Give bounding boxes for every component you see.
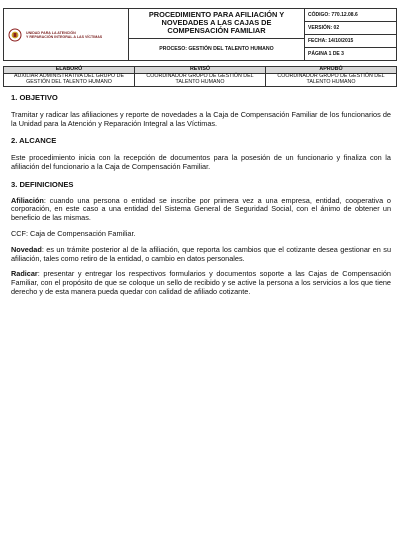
entity-logo xyxy=(4,26,128,44)
approval-value-reviso: COORDINADOR GRUPO DE GESTIÓN DEL TALENTO HUMANO xyxy=(135,73,266,86)
seal-icon xyxy=(8,28,22,42)
section-objetivo-text: Tramitar y radicar las afiliaciones y reporte de novedades a la Caja de Compensación Familiar de los funcionarios de la Unidad para la Atención y Reparación Integral a las Víctimas. xyxy=(11,109,391,128)
approval-value-aprobo: COORDINADOR GRUPO DE GESTIÓN DEL TALENTO HUMANO xyxy=(266,73,397,86)
section-alcance-title: 2. ALCANCE xyxy=(11,136,57,146)
page-number: PÁGINA 1 DE 3 xyxy=(305,48,397,61)
approval-header-reviso: REVISÓ xyxy=(135,67,266,74)
section-definiciones-title: 3. DEFINICIONES xyxy=(11,179,74,189)
definition-text: : presentar y entregar los respectivos formularios y documentos soporte a las Cajas de Compensación Familiar, con el propósito de que se coloque un sello de recibido y se active la persona a los servicios a los que tiene derecho y de esta manera pueda quedar con calidad de afiliado cotizante. xyxy=(11,269,391,296)
section-objetivo-title: 1. OBJETIVO xyxy=(11,93,58,102)
approval-table xyxy=(3,66,397,87)
definition-term: Novedad xyxy=(11,244,42,254)
document-code: CÓDIGO: 770.12.08.6 xyxy=(305,9,397,22)
entity-name xyxy=(26,31,102,39)
logo-cell xyxy=(4,9,129,61)
entity-line-2: Y REPARACIÓN INTEGRAL A LAS VÍCTIMAS xyxy=(26,34,103,39)
title-cell xyxy=(129,9,305,39)
definition-text: : cuando una persona o entidad se inscribe por primera vez a una empresa, entidad, cooperativa o corporación, en este caso a una entidad del Sistema General de Seguridad Social, con el ánimo de obtener un beneficio de las mismas. xyxy=(11,195,391,223)
document-version: VERSIÓN: 02 xyxy=(305,22,397,35)
section-alcance-text: Este procedimiento inicia con la recepción de documentos para la posesión de un funcionario y finaliza con la afiliación del funcionario a la Caja de Compensación Familiar. xyxy=(11,153,391,171)
document-title: PROCEDIMIENTO PARA AFILIACIÓN Y NOVEDADES A LAS CAJAS DE COMPENSACIÓN FAMILIAR xyxy=(148,10,285,36)
approval-value-elaboro: AUXILIAR ADMINISTRATIVA DEL GRUPO DE GESTIÓN DEL TALENTO HUMANO xyxy=(4,73,135,86)
approval-header-aprobo: APROBÓ xyxy=(266,67,397,74)
definition-ccf xyxy=(11,230,391,239)
definition-text: CCF: Caja de Compensación Familiar. xyxy=(11,228,136,238)
definition-radicar xyxy=(11,270,391,296)
definition-text: : es un trámite posterior al de la afiliación, que reporta los cambios que el cotizante desea gestionar en su afiliación, tales como retiro de la entidad, o cambio en datos personales. xyxy=(11,244,391,263)
definition-afiliacion xyxy=(11,197,391,223)
document-body xyxy=(11,94,391,297)
document-header xyxy=(3,8,397,61)
document-date: FECHA: 14/10/2015 xyxy=(305,35,397,48)
approval-header-elaboro: ELABORÓ xyxy=(4,67,135,74)
definition-term: Radicar xyxy=(11,269,38,279)
process-name: PROCESO: GESTIÓN DEL TALENTO HUMANO xyxy=(159,46,274,53)
entity-line-1: UNIDAD PARA LA ATENCIÓN xyxy=(26,30,76,35)
definition-term: Afiliación xyxy=(11,195,44,205)
process-cell xyxy=(129,38,305,60)
definition-novedad xyxy=(11,246,391,264)
